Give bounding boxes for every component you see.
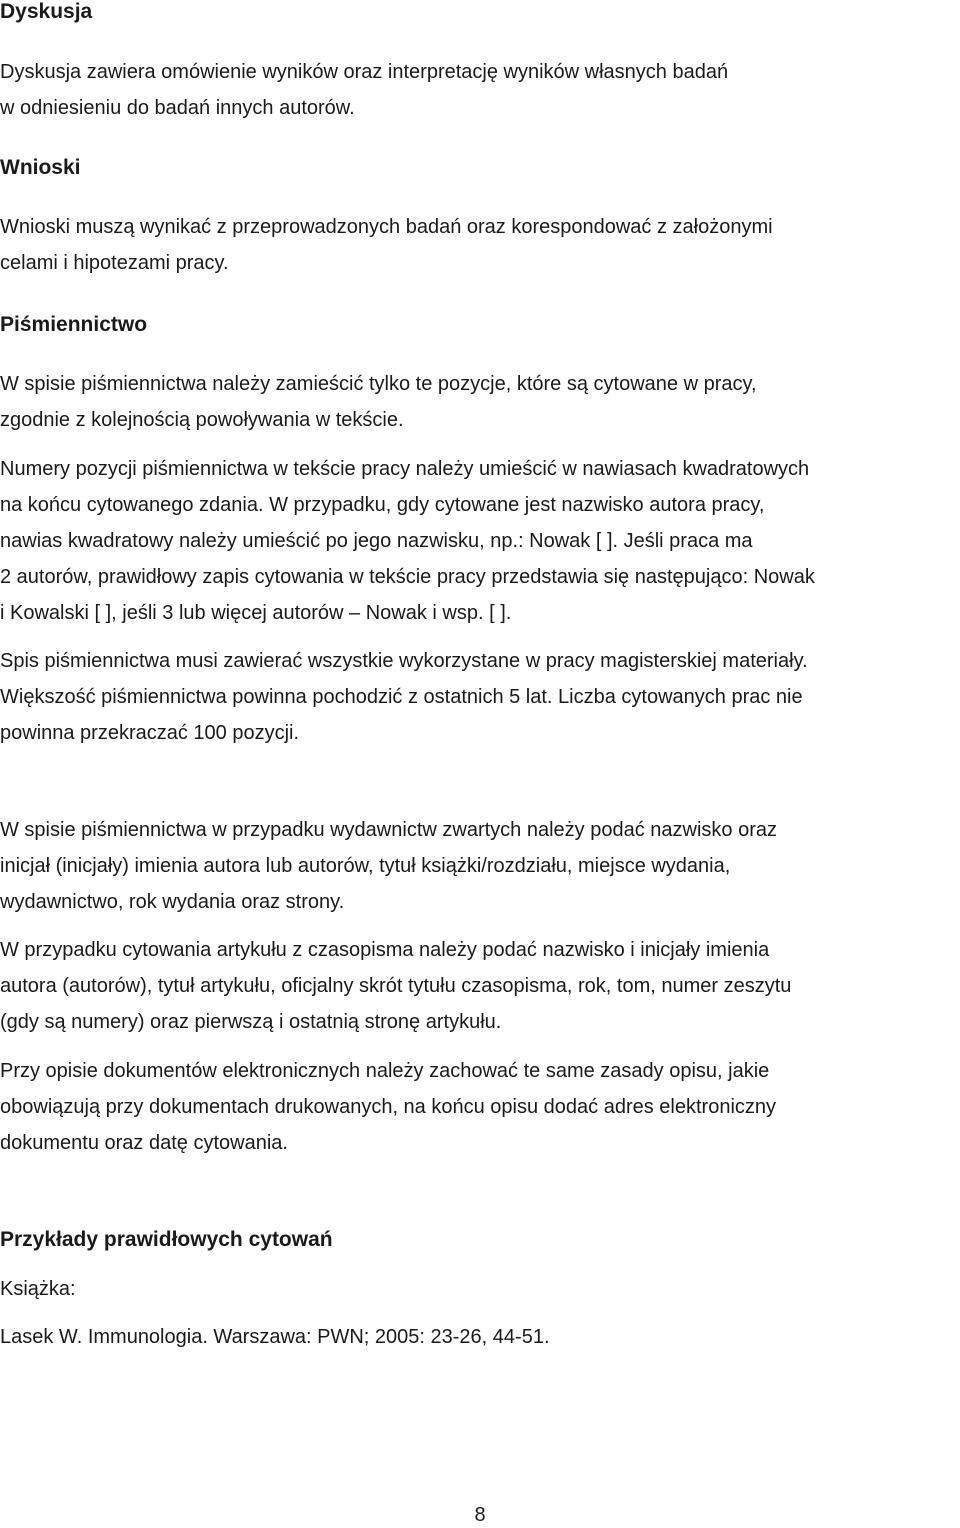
text-line: nawias kwadratowy należy umieścić po jego nazwisku, np.: Nowak [ ]. Jeśli praca ma [0, 530, 753, 552]
heading-przyklady: Przykłady prawidłowych cytowań [0, 1228, 333, 1251]
page-number: 8 [474, 1504, 486, 1526]
paragraph-pismiennictwo-2 [0, 451, 955, 631]
paragraph-pismiennictwo-1 [0, 366, 955, 438]
text-line: Przy opisie dokumentów elektronicznych należy zachować te same zasady opisu, jakie [0, 1060, 770, 1082]
paragraph-pismiennictwo-3 [0, 643, 955, 751]
text-line: Większość piśmiennictwa powinna pochodzić z ostatnich 5 lat. Liczba cytowanych prac nie [0, 686, 803, 708]
text-line: 2 autorów, prawidłowy zapis cytowania w tekście pracy przedstawia się następująco: Nowak [0, 566, 815, 588]
text-line: W przypadku cytowania artykułu z czasopisma należy podać nazwisko i inicjały imienia [0, 939, 770, 961]
text-line: W spisie piśmiennictwa należy zamieścić tylko te pozycje, które są cytowane w pracy, [0, 373, 757, 395]
text-line: zgodnie z kolejnością powoływania w tekście. [0, 409, 404, 431]
text-line: wydawnictwo, rok wydania oraz strony. [0, 891, 345, 913]
text-line: autora (autorów), tytuł artykułu, oficjalny skrót tytułu czasopisma, rok, tom, numer zeszytu [0, 975, 792, 997]
text-line: powinna przekraczać 100 pozycji. [0, 722, 300, 744]
text-line: celami i hipotezami pracy. [0, 252, 229, 274]
paragraph-pismiennictwo-5 [0, 932, 955, 1040]
text-line: obowiązują przy dokumentach drukowanych, na końcu opisu dodać adres elektroniczny [0, 1096, 777, 1118]
text-line: i Kowalski [ ], jeśli 3 lub więcej autorów – Nowak i wsp. [ ]. [0, 602, 512, 624]
label-ksiazka: Książka: [0, 1278, 76, 1300]
citation-example: Lasek W. Immunologia. Warszawa: PWN; 2005: 23-26, 44-51. [0, 1326, 550, 1348]
text-line: Numery pozycji piśmiennictwa w tekście pracy należy umieścić w nawiasach kwadratowych [0, 458, 810, 480]
paragraph-pismiennictwo-4 [0, 812, 955, 920]
text-line: w odniesieniu do badań innych autorów. [0, 97, 355, 119]
text-line: inicjał (inicjały) imienia autora lub autorów, tytuł książki/rozdziału, miejsce wydania, [0, 855, 731, 877]
text-line: W spisie piśmiennictwa w przypadku wydawnictw zwartych należy podać nazwisko oraz [0, 819, 777, 841]
text-line: Spis piśmiennictwa musi zawierać wszystkie wykorzystane w pracy magisterskiej materiały. [0, 650, 808, 672]
text-line: Wnioski muszą wynikać z przeprowadzonych badań oraz korespondować z założonymi [0, 216, 773, 238]
heading-wnioski: Wnioski [0, 156, 81, 179]
heading-pismiennictwo: Piśmiennictwo [0, 313, 148, 336]
text-line: Dyskusja zawiera omówienie wyników oraz interpretację wyników własnych badań [0, 61, 729, 83]
text-line: (gdy są numery) oraz pierwszą i ostatnią stronę artykułu. [0, 1011, 502, 1033]
text-line: dokumentu oraz datę cytowania. [0, 1132, 288, 1154]
paragraph-wnioski [0, 209, 955, 281]
paragraph-dyskusja [0, 54, 955, 126]
heading-dyskusja: Dyskusja [0, 0, 93, 23]
paragraph-pismiennictwo-6 [0, 1053, 955, 1161]
text-line: na końcu cytowanego zdania. W przypadku, gdy cytowane jest nazwisko autora pracy, [0, 494, 765, 516]
